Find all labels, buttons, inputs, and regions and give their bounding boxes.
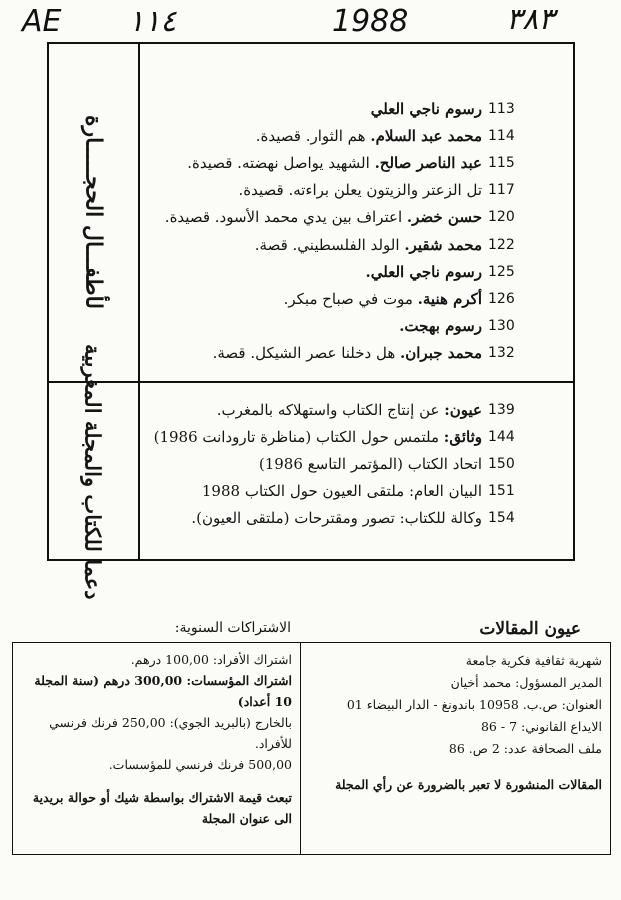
toc-entry bbox=[140, 340, 540, 367]
toc-page-number: 117 bbox=[488, 182, 515, 199]
toc-entry-text bbox=[238, 181, 488, 199]
toc-page-number: 114 bbox=[488, 127, 515, 144]
masthead-line: ملف الصحافة عدد: 2 ص. 86 bbox=[448, 741, 602, 756]
subs-individuals: اشتراك الأفراد: 100,00 درهم. bbox=[130, 652, 292, 667]
handwritten-page: ٣٨٣ bbox=[506, 2, 555, 37]
toc-page-number: 115 bbox=[488, 154, 515, 171]
toc-author: أكرم هنية. bbox=[417, 289, 482, 308]
toc-entry bbox=[140, 505, 540, 532]
toc-section-a bbox=[140, 95, 540, 367]
toc-horizontal-divider bbox=[47, 381, 575, 383]
toc-title: عن إنتاج الكتاب واستهلاكه بالمغرب. bbox=[216, 400, 440, 419]
toc-entry-text bbox=[154, 428, 488, 446]
toc-page-number: 144 bbox=[488, 428, 515, 445]
toc-title: الولد الفلسطيني. قصة. bbox=[254, 235, 400, 254]
toc-entry bbox=[140, 177, 540, 204]
toc-title: موت في صباح مبكر. bbox=[283, 289, 413, 308]
toc-entry-text bbox=[284, 290, 488, 308]
toc-author: محمد جبران. bbox=[400, 344, 482, 363]
toc-page-number: 113 bbox=[488, 100, 515, 117]
toc-entry-text bbox=[399, 317, 488, 335]
subs-institutions: اشتراك المؤسسات: 300,00 درهم (سنة المجلة 10 أعداد) bbox=[34, 673, 292, 709]
toc-entry-text bbox=[255, 236, 488, 254]
masthead-disclaimer: المقالات المنشورة لا تعبر بالضرورة عن رأي المجلة bbox=[335, 777, 602, 792]
toc-author: رسوم ناجي العلي. bbox=[365, 262, 482, 281]
toc-entry bbox=[140, 95, 540, 122]
handwritten-year: 1988 bbox=[332, 4, 409, 39]
handwritten-number: ١١٤ bbox=[128, 4, 177, 39]
side-label-children-of-stones bbox=[49, 44, 137, 380]
side-label-support-book bbox=[49, 343, 137, 600]
toc-page-number: 132 bbox=[488, 345, 515, 362]
toc-author: وثائق: bbox=[443, 427, 482, 446]
toc-author: حسن خضر. bbox=[406, 208, 482, 227]
toc-entry bbox=[140, 478, 540, 505]
toc-entry bbox=[140, 396, 540, 423]
subs-abroad-institutions: 500,00 فرنك فرنسي للمؤسسات. bbox=[108, 757, 292, 772]
toc-title: وكالة للكتاب: تصور ومقترحات (ملتقى العيون). bbox=[191, 509, 482, 528]
subs-abroad-individuals: بالخارج (بالبريد الجوي): 250,00 فرنك فرنسي للأفراد. bbox=[49, 715, 292, 751]
toc-title: تل الزعتر والزيتون يعلن براءته. قصيدة. bbox=[238, 181, 482, 200]
toc-author: عبد الناصر صالح. bbox=[374, 153, 482, 172]
toc-entry-text bbox=[191, 509, 488, 527]
toc-entry bbox=[140, 149, 540, 176]
masthead-title: عيون المقالات bbox=[479, 619, 581, 639]
side-label-bottom-text: دعما للكتاب والمجلة المغربية bbox=[80, 343, 106, 600]
subscriptions-box bbox=[12, 642, 301, 855]
toc-entry bbox=[140, 285, 540, 312]
toc-page-number: 122 bbox=[488, 236, 515, 253]
toc-entry bbox=[140, 313, 540, 340]
toc-title: اعتراف بين يدي محمد الأسود. قصيدة. bbox=[164, 208, 403, 227]
toc-section-b bbox=[140, 396, 540, 532]
toc-title: هل دخلنا عصر الشيكل. قصة. bbox=[212, 344, 396, 363]
toc-entry-text bbox=[217, 401, 488, 419]
masthead-line: العنوان: ص.ب. 10958 باندونغ - الدار البيضاء 01 bbox=[346, 697, 602, 712]
masthead-line: شهرية ثقافية فكرية جامعة bbox=[465, 653, 602, 668]
toc-author: محمد شقير. bbox=[404, 235, 482, 254]
toc-entry-text bbox=[256, 127, 488, 145]
toc-title: هم الثوار. قصيدة. bbox=[255, 126, 366, 145]
toc-page-number: 130 bbox=[488, 318, 515, 335]
masthead-box bbox=[300, 642, 611, 855]
toc-entry-text bbox=[371, 100, 488, 118]
toc-page-number: 154 bbox=[488, 510, 515, 527]
toc-title: الشهيد يواصل نهضته. قصيدة. bbox=[187, 153, 370, 172]
toc-entry bbox=[140, 423, 540, 450]
toc-title: ملتمس حول الكتاب (مناظرة تارودانت 1986) bbox=[153, 427, 439, 446]
toc-page-number: 139 bbox=[488, 401, 515, 418]
side-label-top-text: لأطفـــال الحجـــــارة bbox=[80, 114, 107, 310]
toc-page-number: 126 bbox=[488, 290, 515, 307]
toc-page-number: 125 bbox=[488, 263, 515, 280]
toc-page-number: 120 bbox=[488, 209, 515, 226]
toc-entry bbox=[140, 204, 540, 231]
masthead-line: الايداع القانوني: 7 - 86 bbox=[480, 719, 602, 734]
toc-entry bbox=[140, 258, 540, 285]
toc-entry-text bbox=[259, 455, 488, 473]
toc-entry-text bbox=[202, 482, 488, 500]
toc-page-number: 151 bbox=[488, 483, 515, 500]
toc-author: عيون: bbox=[444, 400, 482, 419]
toc-author: رسوم ناجي العلي bbox=[370, 99, 482, 118]
toc-entry-text bbox=[187, 154, 488, 172]
toc-author: رسوم بهجت. bbox=[399, 317, 482, 336]
toc-entry bbox=[140, 450, 540, 477]
subs-payment-note: تبعث قيمة الاشتراك بواسطة شيك أو حوالة بريدية الى عنوان المجلة bbox=[32, 790, 292, 826]
toc-author: محمد عبد السلام. bbox=[370, 126, 482, 145]
subscriptions-title: الاشتراكات السنوية: bbox=[174, 620, 291, 636]
toc-title: البيان العام: ملتقى العيون حول الكتاب 1988 bbox=[201, 482, 482, 501]
toc-entry bbox=[140, 231, 540, 258]
masthead-line: المدير المسؤول: محمد أخيان bbox=[450, 675, 602, 690]
toc-entry-text bbox=[366, 263, 488, 281]
toc-page-number: 150 bbox=[488, 455, 515, 472]
toc-entry-text bbox=[165, 208, 488, 226]
toc-entry-text bbox=[213, 344, 488, 362]
toc-entry bbox=[140, 122, 540, 149]
toc-title: اتحاد الكتاب (المؤتمر التاسع 1986) bbox=[258, 454, 482, 473]
handwritten-code: AE bbox=[22, 4, 62, 39]
